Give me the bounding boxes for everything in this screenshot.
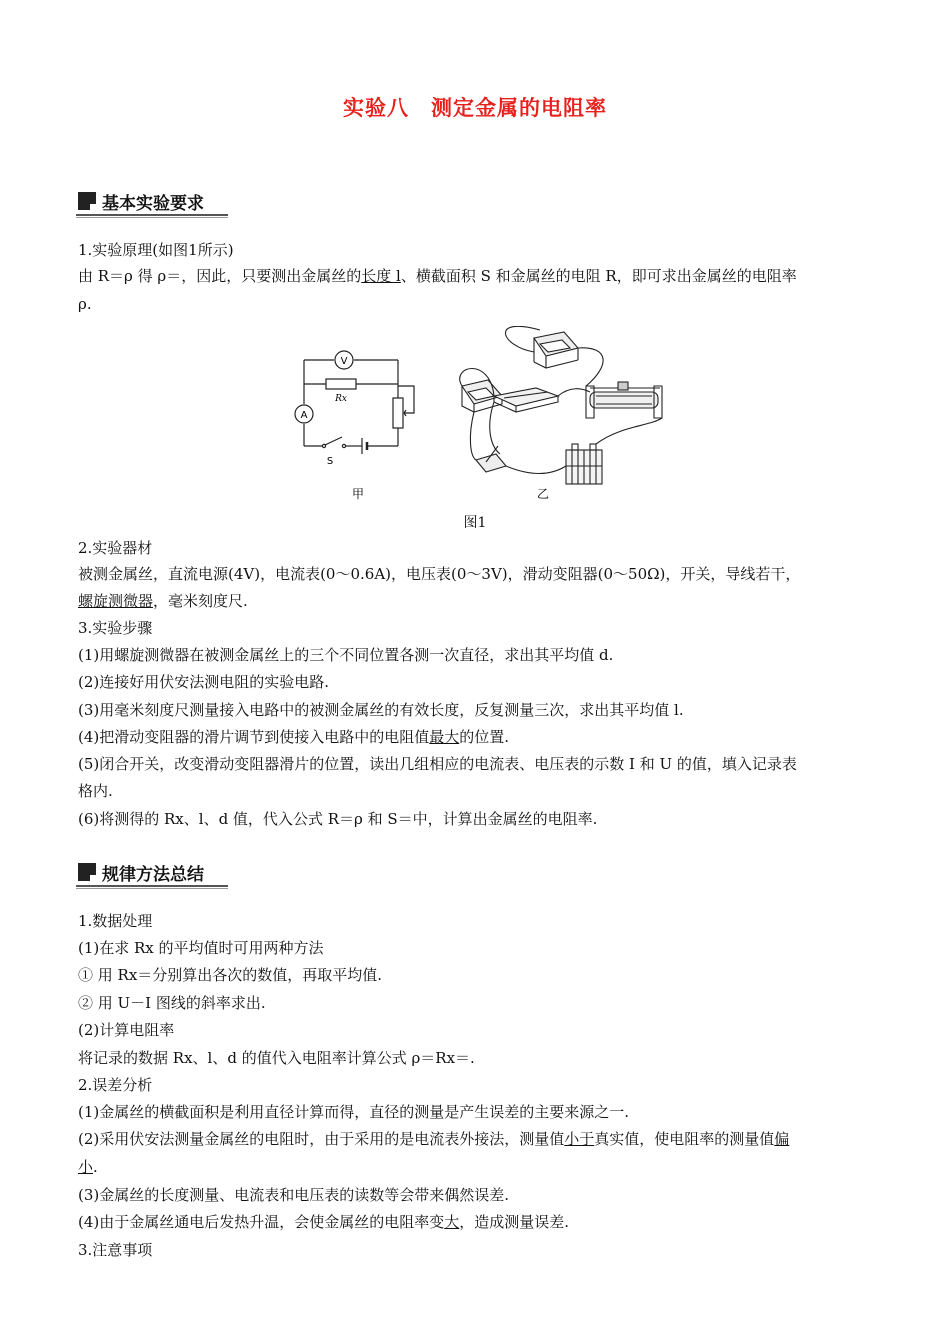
error-2-b: 真实值，使电阻率的测量值 [594, 1130, 775, 1148]
section-heading-method-summary [76, 859, 228, 885]
step-4-b: 的位置. [459, 728, 510, 746]
step-4-underline: 最大 [429, 728, 460, 746]
data-processing-heading: 1.数据处理 [78, 912, 153, 930]
voltmeter-label: V [340, 356, 348, 367]
ammeter-label: A [300, 410, 308, 421]
step-2: (2)连接好用伏安法测电阻的实验电路. [78, 673, 330, 691]
figure-1 [290, 326, 690, 516]
section-heading-label: 规律方法总结 [102, 865, 204, 885]
step-6: (6)将测得的 Rx、l、d 值，代入公式 R＝ρ 和 S＝中，计算出金属丝的电阻率. [78, 810, 598, 828]
step-4 [78, 726, 509, 748]
data-processing-2a: 将记录的数据 Rx、l、d 的值代入电阻率计算公式 ρ＝Rx＝. [78, 1049, 475, 1067]
principle-text-a: 由 R＝ρ 得 ρ＝，因此，只要测出金属丝的 [78, 267, 362, 285]
rx-label: Rx [335, 394, 347, 404]
figure-label-yi: 乙 [536, 487, 550, 501]
principle-line-1 [78, 265, 797, 287]
section-square-icon [78, 192, 96, 210]
data-processing-2: (2)计算电阻率 [78, 1021, 175, 1039]
section-underline [76, 885, 228, 887]
equipment-line-2 [78, 590, 248, 612]
switch-label: S [326, 456, 334, 467]
principle-underline-length: 长度 l [361, 267, 401, 285]
step-1: (1)用螺旋测微器在被测金属丝上的三个不同位置各测一次直径，求出其平均值 d. [78, 646, 614, 664]
error-4-a: (4)由于金属丝通电后发热升温，会使金属丝的电阻率变 [78, 1213, 445, 1231]
error-3: (3)金属丝的长度测量、电流表和电压表的读数等会带来偶然误差. [78, 1186, 510, 1204]
section-square-icon [78, 863, 96, 881]
error-2-a: (2)采用伏安法测量金属丝的电阻时，由于采用的是电流表外接法，测量值 [78, 1130, 565, 1148]
step-4-a: (4)把滑动变阻器的滑片调节到使接入电路中的电阻值 [78, 728, 430, 746]
section-heading-basic-requirements [76, 188, 228, 214]
step-5-line-2: 格内. [78, 782, 113, 800]
error-4-b: ，造成测量误差. [459, 1213, 570, 1231]
equipment-micrometer: 螺旋测微器 [78, 592, 154, 610]
equipment-heading: 2.实验器材 [78, 539, 153, 557]
error-4-underline: 大 [444, 1213, 460, 1231]
equipment-line-1: 被测金属丝，直流电源(4V)，电流表(0～0.6A)，电压表(0～3V)，滑动变阻器(0～50Ω)，开关，导线若干， [78, 565, 801, 583]
error-2-underline-small: 小 [78, 1158, 94, 1176]
section-underline-thin [76, 888, 228, 889]
circuit-figure-svg [290, 326, 690, 516]
error-4 [78, 1211, 569, 1233]
data-processing-1a: ① 用 Rx＝分别算出各次的数值，再取平均值. [78, 966, 383, 984]
error-1: (1)金属丝的横截面积是利用直径计算而得，直径的测量是产生误差的主要来源之一. [78, 1103, 630, 1121]
error-2-underline-less: 小于 [564, 1130, 595, 1148]
step-3: (3)用毫米刻度尺测量接入电路中的被测金属丝的有效长度，反复测量三次，求出其平均值 l. [78, 701, 684, 719]
error-2-line-1 [78, 1128, 789, 1150]
figure-label-jia: 甲 [351, 487, 365, 501]
data-processing-1b: ② 用 U－I 图线的斜率求出. [78, 994, 266, 1012]
schematic-circuit [295, 351, 414, 454]
equipment-ruler: ，毫米刻度尺. [153, 592, 248, 610]
error-analysis-heading: 2.误差分析 [78, 1076, 153, 1094]
section-underline [76, 214, 228, 216]
step-5-line-1: (5)闭合开关，改变滑动变阻器滑片的位置，读出几组相应的电流表、电压表的示数 I 和 U 的值，填入记录表 [78, 755, 797, 773]
section-heading-label: 基本实验要求 [102, 194, 204, 214]
apparatus-drawing [460, 326, 662, 484]
data-processing-1: (1)在求 Rx 的平均值时可用两种方法 [78, 939, 324, 957]
section-underline-thin [76, 217, 228, 218]
error-2-line-2 [78, 1156, 98, 1178]
figure-caption: 图1 [463, 515, 487, 531]
error-2-underline-pian: 偏 [774, 1130, 790, 1148]
principle-text-b: 、横截面积 S 和金属丝的电阻 R，即可求出金属丝的电阻率 [400, 267, 797, 285]
principle-line-2: ρ. [78, 295, 92, 313]
steps-heading: 3.实验步骤 [78, 619, 153, 637]
page-title: 实验八 测定金属的电阻率 [343, 96, 607, 120]
notes-heading: 3.注意事项 [78, 1241, 153, 1259]
error-2-end: . [93, 1158, 98, 1176]
principle-heading: 1.实验原理(如图1所示) [78, 241, 234, 259]
